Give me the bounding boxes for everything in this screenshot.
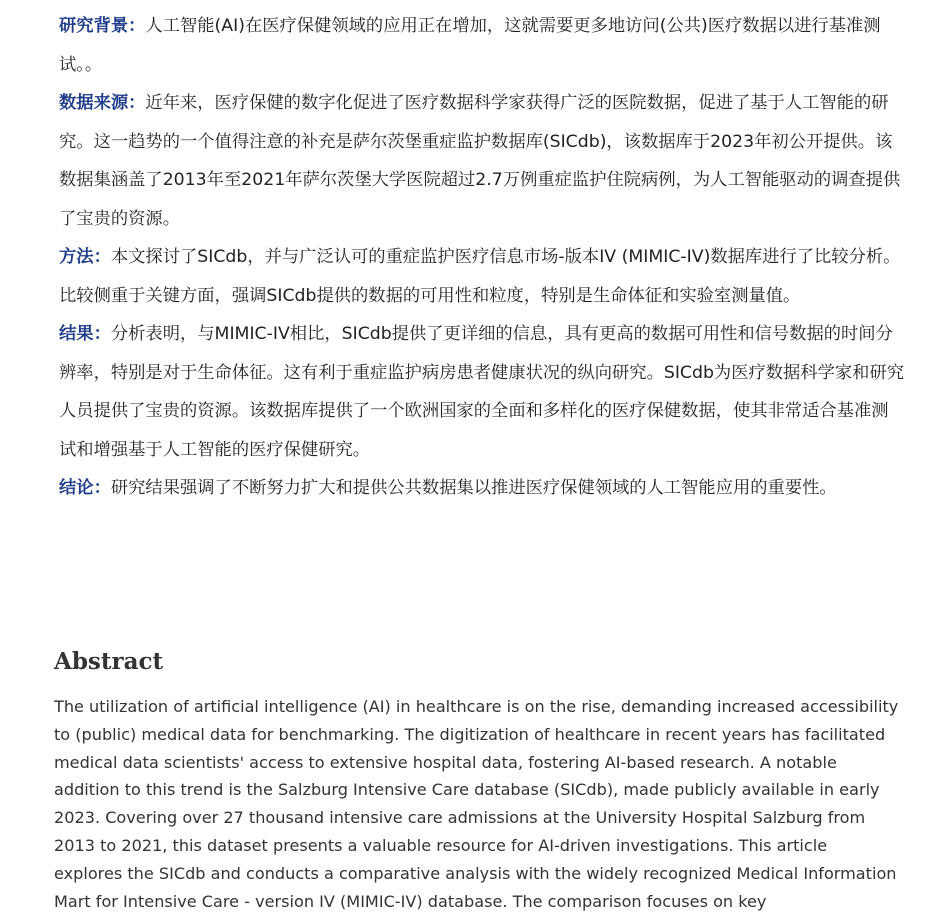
methods-label: 方法： — [59, 247, 111, 267]
background-label: 研究背景： — [59, 16, 146, 36]
data-source-text: 近年来，医疗保健的数字化促进了医疗数据科学家获得广泛的医院数据，促进了基于人工智能的研究。这一趋势的一个值得注意的补充是萨尔茨堡重症监护数据库(SICdb)，该数据库于2023年初公开提供。该数据集涵盖了2013年至2021年萨尔茨堡大学医院超过2.7万例重症监护住院病例，为人工智能驱动的调查提供了宝贵的资源。 — [59, 93, 901, 229]
background-text: 人工智能(AI)在医疗保健领域的应用正在增加，这就需要更多地访问(公共)医疗数据以进行基准测试。。 — [59, 16, 881, 75]
abstract-text: The utilization of artificial intelligence (AI) in healthcare is on the rise, demanding increased accessibility to (public) medical data for benchmarking. The digitization of healthcare in recent years has facilitated medical data scientists' access to extensive hospital data, fostering AI-based research. A notable addition to this trend is the Salzburg Intensive Care database (SICdb), made publicly available in early 2023. Covering over 27 thousand intensive care admissions at the University Hospital Salzburg from 2013 to 2021, this dataset presents a valuable resource for AI-driven investigations. This article explores the SICdb and conducts a comparative analysis with the widely recognized Medical Information Mart for Intensive Care - version IV (MIMIC-IV) database. The comparison focuses on key — [54, 697, 899, 911]
conclusion-label: 结论： — [59, 478, 111, 498]
abstract-heading: Abstract — [54, 648, 164, 675]
data-source-label: 数据来源： — [59, 93, 146, 113]
conclusion-section — [59, 469, 904, 508]
data-source-section — [59, 84, 904, 238]
background-section — [59, 7, 904, 84]
methods-section — [59, 238, 904, 315]
results-label: 结果： — [59, 324, 111, 344]
chinese-abstract — [59, 7, 904, 508]
results-text: 分析表明，与MIMIC-IV相比，SICdb提供了更详细的信息，具有更高的数据可用性和信号数据的时间分辨率，特别是对于生命体征。这有利于重症监护病房患者健康状况的纵向研究。SICdb为医疗数据科学家和研究人员提供了宝贵的资源。该数据库提供了一个欧洲国家的全面和多样化的医疗保健数据，使其非常适合基准测试和增强基于人工智能的医疗保健研究。 — [59, 324, 905, 460]
methods-text: 本文探讨了SICdb，并与广泛认可的重症监护医疗信息市场-版本IV (MIMIC-IV)数据库进行了比较分析。比较侧重于关键方面，强调SICdb提供的数据的可用性和粒度，特别是生命体征和实验室测量值。 — [59, 247, 901, 306]
results-section — [59, 315, 904, 469]
conclusion-text: 研究结果强调了不断努力扩大和提供公共数据集以推进医疗保健领域的人工智能应用的重要性。 — [110, 478, 837, 498]
